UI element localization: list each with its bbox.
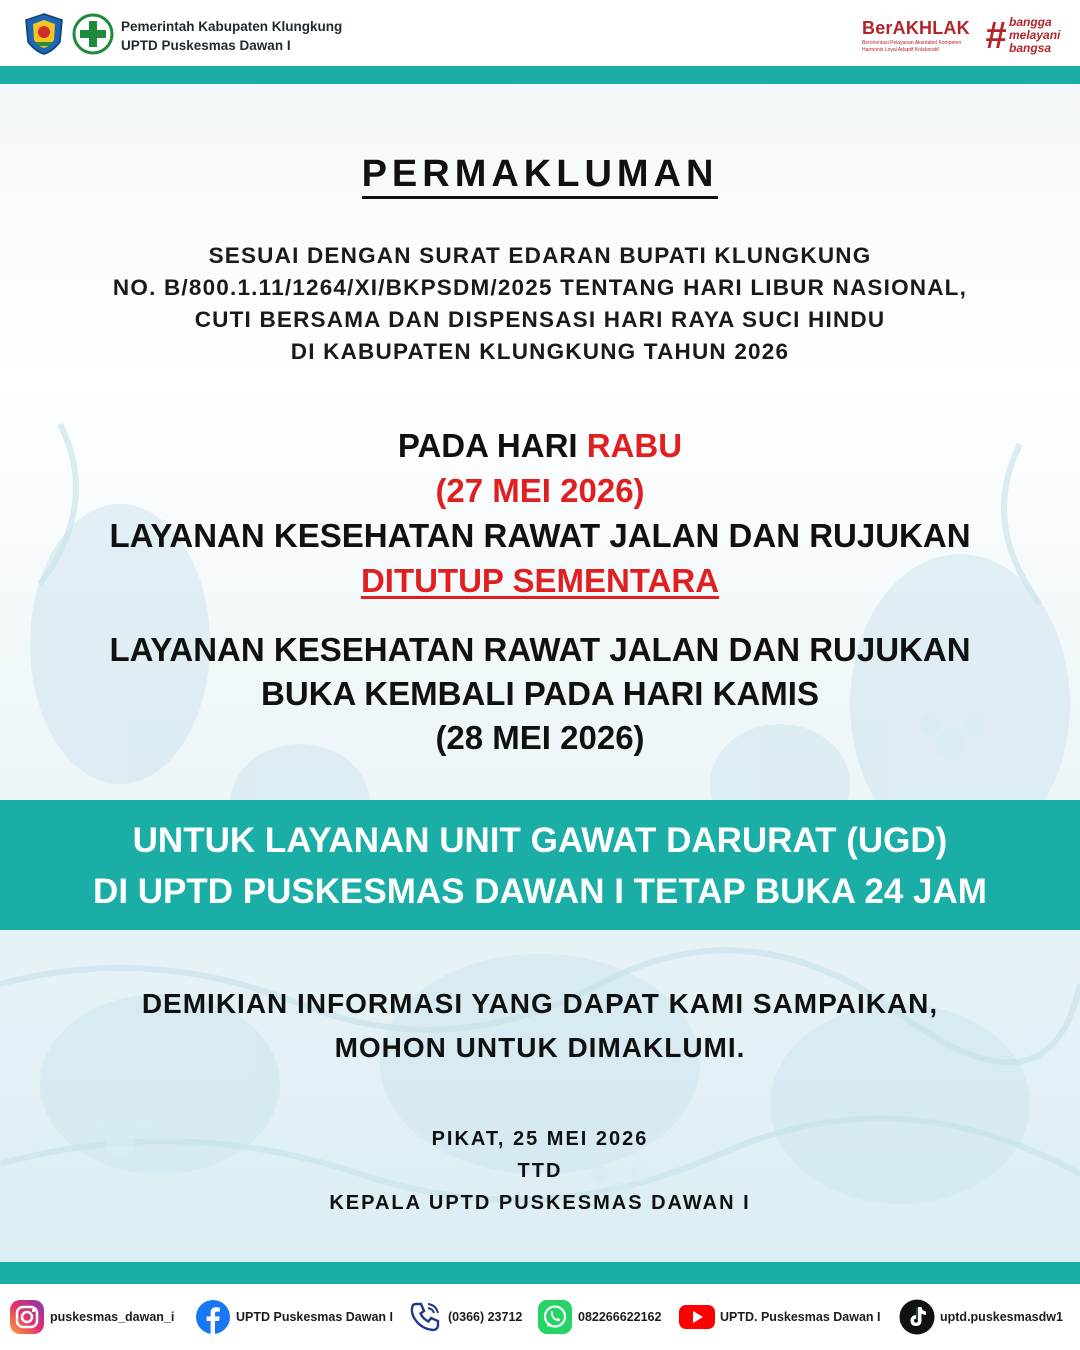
intro-line-4: DI KABUPATEN KLUNGKUNG TAHUN 2026 xyxy=(290,339,790,364)
gov-line-2: UPTD Puskesmas Dawan I xyxy=(121,38,291,53)
youtube-icon xyxy=(678,1298,716,1336)
tiktok-handle: uptd.puskesmasdw1 xyxy=(940,1310,1063,1324)
facebook-handle: UPTD Puskesmas Dawan I xyxy=(236,1310,394,1324)
footer-whatsapp[interactable] xyxy=(536,1284,661,1350)
facebook-icon xyxy=(194,1298,232,1336)
intro-line-3: CUTI BERSAMA DAN DISPENSASI HARI RAYA SUCI HINDU xyxy=(194,307,886,332)
ugd-line-2: DI UPTD PUSKESMAS DAWAN I TETAP BUKA 24 JAM xyxy=(93,872,987,911)
footer-facebook[interactable] xyxy=(194,1284,393,1350)
berakhlak-sub-2: Harmonis Loyal Adaptif Kolaboratif xyxy=(862,47,939,53)
hash-word-2: melayani xyxy=(1009,28,1061,42)
sign-place-date: PIKAT, 25 MEI 2026 xyxy=(431,1128,649,1150)
gov-line-1: Pemerintah Kabupaten Klungkung xyxy=(121,19,343,34)
hash-words xyxy=(1009,16,1060,55)
ugd-line-1: UNTUK LAYANAN UNIT GAWAT DARURAT (UGD) xyxy=(132,821,948,860)
berakhlak-logo xyxy=(862,18,982,58)
whatsapp-icon xyxy=(536,1298,574,1336)
whatsapp-number: 082266622162 xyxy=(578,1310,662,1324)
reopen-line-2: BUKA KEMBALI PADA HARI KAMIS xyxy=(261,675,819,712)
sign-position: KEPALA UPTD PUSKESMAS DAWAN I xyxy=(329,1192,751,1214)
top-teal-band xyxy=(0,66,1080,84)
hashtag-icon: # xyxy=(985,15,1007,57)
bottom-teal-band xyxy=(0,1262,1080,1284)
footer-phone[interactable] xyxy=(406,1284,522,1350)
title-text: PERMAKLUMAN xyxy=(362,153,719,199)
phone-number: (0366) 23712 xyxy=(448,1310,523,1324)
intro-paragraph xyxy=(0,240,1080,368)
youtube-channel: UPTD. Puskesmas Dawan I xyxy=(720,1310,881,1324)
reopen-line-3: (28 MEI 2026) xyxy=(435,719,645,756)
notice-status: DITUTUP SEMENTARA xyxy=(360,562,720,599)
notice-service: LAYANAN KESEHATAN RAWAT JALAN DAN RUJUKAN xyxy=(109,517,971,554)
footer-contacts xyxy=(0,1284,1080,1350)
hash-word-1: bangga xyxy=(1009,15,1052,29)
klungkung-regency-logo-icon xyxy=(22,12,66,56)
notice-date: (27 MEI 2026) xyxy=(435,472,645,509)
sign-ttd: TTD xyxy=(517,1160,563,1182)
page-title xyxy=(0,153,1080,196)
intro-line-2: NO. B/800.1.11/1264/XI/BKPSDM/2025 TENTANG HARI LIBUR NASIONAL, xyxy=(112,275,968,300)
notice-day-line xyxy=(0,423,1080,468)
berakhlak-title: BerAKHLAK xyxy=(862,18,970,38)
government-name xyxy=(121,17,342,55)
tiktok-icon xyxy=(898,1298,936,1336)
berakhlak-sub-1: Berorientasi Pelayanan Akuntabel Kompeten xyxy=(862,40,962,46)
hash-word-3: bangsa xyxy=(1009,41,1052,55)
ugd-text xyxy=(0,815,1080,917)
closure-notice xyxy=(0,423,1080,603)
footer-tiktok[interactable] xyxy=(898,1284,1063,1350)
signature-block xyxy=(0,1123,1080,1219)
reopen-notice xyxy=(0,628,1080,760)
closing-text xyxy=(0,982,1080,1070)
notice-day: RABU xyxy=(586,427,683,464)
reopen-line-1: LAYANAN KESEHATAN RAWAT JALAN DAN RUJUKAN xyxy=(109,631,971,668)
bangga-melayani-bangsa-logo xyxy=(985,14,1065,60)
closing-line-1: DEMIKIAN INFORMASI YANG DAPAT KAMI SAMPAIKAN, xyxy=(141,988,939,1019)
puskesmas-logo-icon xyxy=(72,12,114,56)
instagram-icon xyxy=(8,1298,46,1336)
footer-youtube[interactable] xyxy=(678,1284,880,1350)
instagram-handle: puskesmas_dawan_i xyxy=(50,1310,175,1324)
notice-prefix: PADA HARI xyxy=(397,427,587,464)
phone-icon xyxy=(406,1298,444,1336)
intro-line-1: SESUAI DENGAN SURAT EDARAN BUPATI KLUNGKUNG xyxy=(208,243,872,268)
header xyxy=(0,0,1080,66)
footer-instagram[interactable] xyxy=(8,1284,174,1350)
closing-line-2: MOHON UNTUK DIMAKLUMI. xyxy=(334,1032,746,1063)
